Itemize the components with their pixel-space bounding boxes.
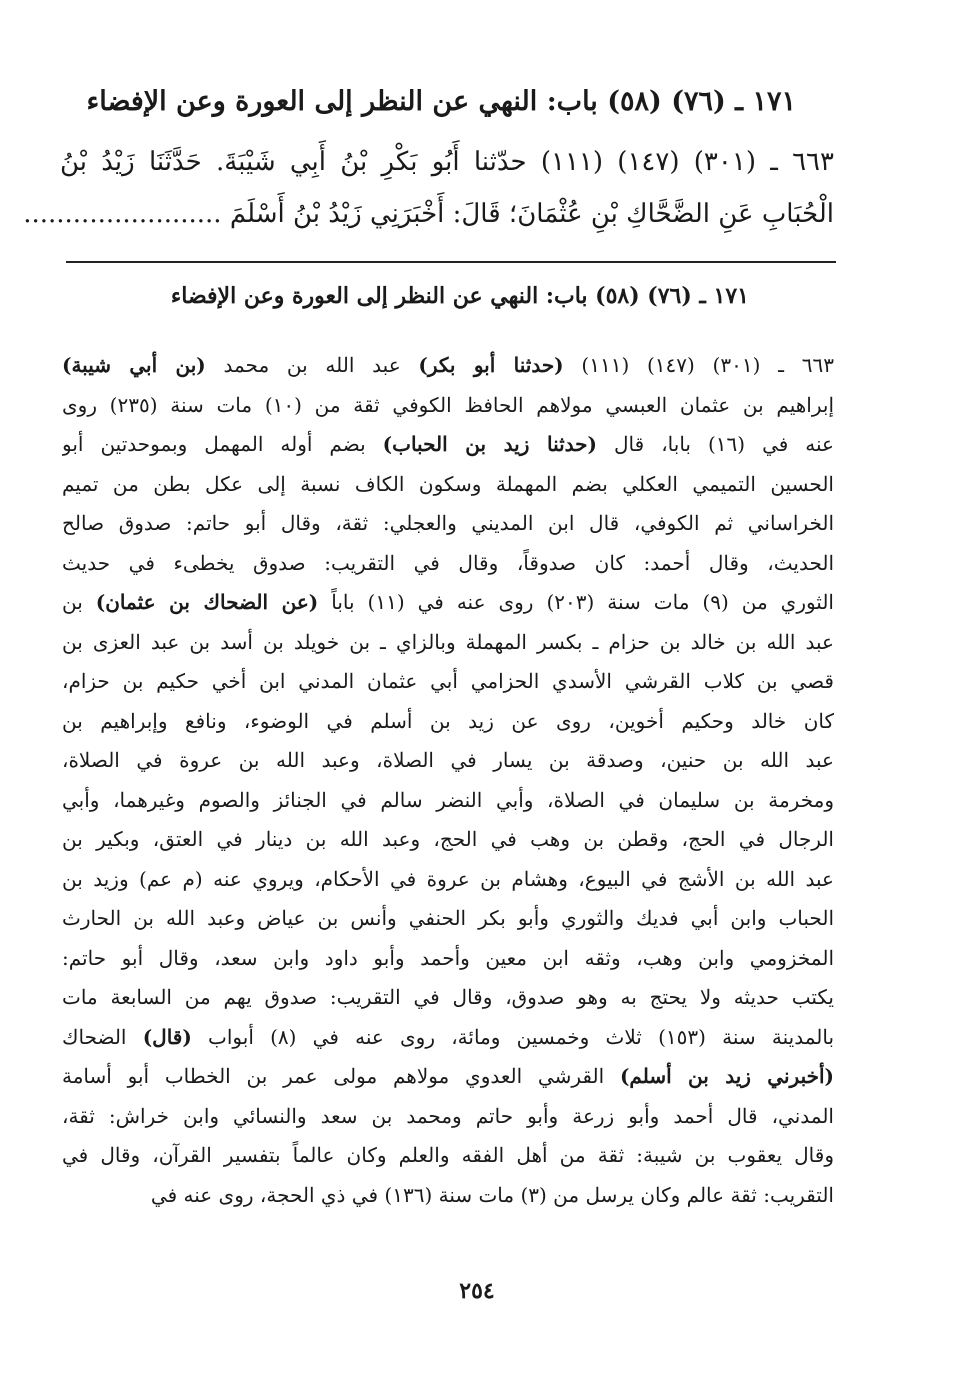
commentary-line [62, 702, 834, 742]
commentary-run: بن [62, 590, 96, 614]
commentary-run: يكتب حديثه ولا يحتج به وهو صدوق، وقال في التقريب: صدوق يهم من السابعة مات [62, 985, 834, 1009]
commentary-line [62, 1057, 834, 1097]
commentary-line [62, 939, 834, 979]
commentary-run: الحباب وابن أبي فديك والثوري وأبو بكر الحنفي وأنس بن عياض وعبد الله بن الحارث [62, 906, 834, 930]
commentary-run: عبد الله بن حنين، وصدقة بن يسار في الصلاة، وعبد الله بن عروة في الصلاة، [62, 748, 834, 772]
hadith-line: ٦٦٣ ـ (٣٠١) (١٤٧) (١١١) حدّثنا أَبُو بَكْرِ بْنُ أَبِي شَيْبَةَ. حَدَّثَنَا زَيْدُ بْنُ [60, 147, 834, 177]
commentary-run: عبد الله بن محمد [205, 353, 419, 377]
commentary-line [62, 386, 834, 426]
commentary-run: ٦٦٣ ـ (٣٠١) (١٤٧) (١١١) [563, 353, 834, 377]
commentary-run: وقال يعقوب بن شيبة: ثقة من أهل الفقه والعلم وكان عالماً بتفسير القرآن، وقال في [62, 1143, 834, 1167]
commentary-run: القرشي العدوي مولاهم مولى عمر بن الخطاب أبو أسامة [62, 1064, 620, 1088]
bold-quote: (قال) [142, 1024, 192, 1049]
commentary-run: الخراساني ثم الكوفي، قال ابن المديني والعجلي: ثقة، وقال أبو حاتم: صدوق صالح [62, 511, 834, 535]
commentary-line [62, 662, 834, 702]
commentary-run: المخزومي وابن وهب، وثقه ابن معين وأحمد وأبو داود وابن سعد، وقال أبو حاتم: [62, 945, 834, 970]
commentary-run: كان خالد وحكيم أخوين، روى عن زيد بن أسلم في الوضوء، ونافع وإبراهيم بن [62, 708, 834, 733]
commentary-line [62, 860, 834, 900]
commentary-run: إبراهيم بن عثمان العبسي مولاهم الحافظ الكوفي ثقة من (١٠) مات سنة (٢٣٥) روى [62, 392, 834, 417]
commentary-line [62, 583, 834, 623]
commentary-line [62, 623, 834, 663]
commentary-line [62, 741, 834, 781]
commentary-line [62, 978, 834, 1018]
page-number: ٢٥٤ [459, 1278, 495, 1304]
bold-quote: (حدثنا أبو بكر) [418, 353, 564, 377]
commentary-run: الحسين التميمي العكلي بضم المهملة وسكون الكاف نسبة إلى عكل بطن من تميم [62, 471, 834, 496]
chapter-heading: ١٧١ ـ (٧٦) (٥٨) باب: النهي عن النظر إلى العورة وعن الإفضاء [86, 86, 796, 117]
commentary-line [62, 1097, 834, 1137]
commentary-line [62, 346, 834, 386]
commentary-line [62, 425, 834, 465]
commentary-run: ومخرمة بن سليمان في الصلاة، وأبي النضر سالم في الجنائز والصوم وغيرهما، وأبي [62, 787, 834, 812]
commentary-line [62, 820, 834, 860]
commentary-line [62, 1018, 834, 1058]
commentary-run: بالمدينة سنة (١٥٣) ثلاث وخمسين ومائة، روى عنه في (٨) أبواب [191, 1024, 834, 1049]
commentary-line [62, 465, 834, 505]
commentary-line [62, 781, 834, 821]
hadith-line: الْحُبَابِ عَنِ الضَّحَّاكِ بْنِ عُثْمَانَ؛ قَالَ: أَخْبَرَنِي زَيْدُ بْنُ أَسْلَمَ ........................ [23, 199, 834, 229]
commentary-run: التقريب: ثقة عالم وكان يرسل من (٣) مات سنة (١٣٦) في ذي الحجة، روى عنه في [150, 1182, 834, 1207]
commentary-run: بضم أوله المهمل وبموحدتين أبو [62, 432, 383, 456]
separator-line [66, 261, 836, 263]
commentary-line [62, 899, 834, 939]
commentary-run: الرجال في الحج، وقطن بن وهب في الحج، وعبد الله بن دينار في العتق، وبكير بن [62, 827, 834, 851]
bold-quote: (عن الضحاك بن عثمان) [95, 590, 319, 614]
commentary-line [62, 1176, 834, 1216]
bold-quote: (أخبرني زيد بن أسلم) [619, 1064, 834, 1088]
commentary-run: المدني، قال أحمد وأبو زرعة وأبو حاتم ومحمد بن سعد والنسائي وابن خراش: ثقة، [62, 1103, 834, 1128]
commentary-text [62, 346, 834, 1215]
commentary-run: قصي بن كلاب القرشي الأسدي الحزامي أبي عثمان المدني ابن أخي حكيم بن حزام، [62, 669, 834, 693]
commentary-run: عبد الله بن الأشج في البيوع، وهشام بن عروة في الأحكام، ويروي عنه (م عم) وزيد بن [62, 866, 834, 891]
commentary-run: الضحاك [62, 1024, 143, 1049]
commentary-run: عنه في (١٦) بابا، قال [597, 432, 834, 456]
commentary-line [62, 504, 834, 544]
bold-quote: (بن أبي شيبة) [62, 353, 206, 377]
commentary-run: عبد الله بن خالد بن حزام ـ بكسر المهملة وبالزاي ـ بن خويلد بن أسد بن عبد العزى بن [62, 629, 834, 654]
commentary-run: الحديث، وقال أحمد: كان صدوقاً، وقال في التقريب: صدوق يخطىء في حديث [62, 550, 834, 575]
commentary-heading: ١٧١ ـ (٧٦) (٥٨) باب: النهي عن النظر إلى العورة وعن الإفضاء [170, 283, 749, 309]
commentary-run: الثوري من (٩) مات سنة (٢٠٣) روى عنه في (١١) باباً [318, 590, 834, 614]
hadith-text [23, 136, 834, 240]
commentary-line [62, 1136, 834, 1176]
bold-quote: (حدثنا زيد بن الحباب) [382, 432, 598, 456]
commentary-line [62, 544, 834, 584]
